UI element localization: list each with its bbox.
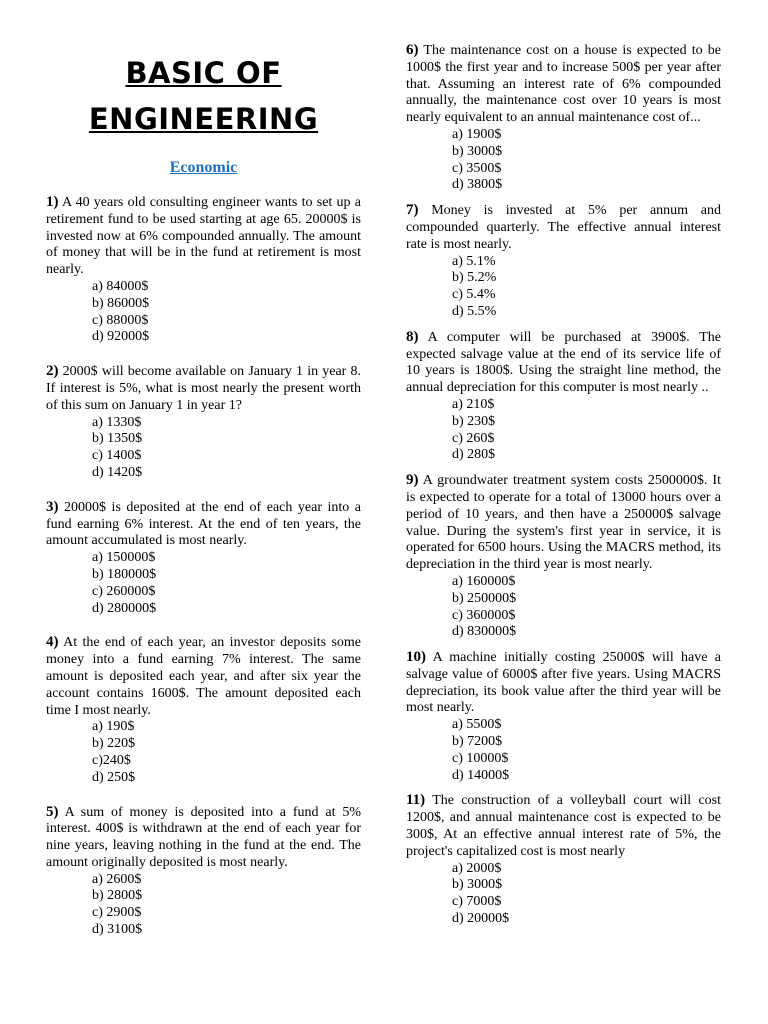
option: a) 1330$	[92, 414, 142, 430]
option: d) 14000$	[452, 767, 510, 783]
question-text: At the end of each year, an investor deposits some money into a fund earning 7% interest. The same amount is deposited each year, and after six year the account contains 1600$. The amount deposited each time I most nearly.	[46, 635, 361, 718]
option: a) 190$	[92, 719, 135, 735]
option: c) 5.4%	[452, 287, 496, 303]
question-text: 2000$ will become available on January 1 in year 8. If interest is 5%, what is most nearly the present worth of this sum on January 1 in year 1?	[46, 364, 362, 413]
question-5	[46, 804, 361, 872]
option: d) 92000$	[92, 329, 150, 345]
question-number: 5)	[46, 803, 59, 820]
question-text: Money is invested at 5% per annum and compounded quarterly. The effective annual interest rate is most nearly.	[406, 203, 721, 252]
option: c) 3500$	[452, 160, 502, 176]
option-list	[46, 872, 361, 939]
option: c) 7000$	[452, 894, 502, 910]
option-list	[406, 717, 721, 784]
question-9	[406, 472, 721, 574]
question-10	[406, 649, 721, 717]
question-number: 9)	[406, 472, 419, 489]
option-list	[406, 397, 721, 464]
option: c) 260000$	[92, 583, 156, 599]
question-number: 2)	[46, 363, 59, 380]
question-text: A groundwater treatment system costs 2500000$. It is expected to operate for a total of 13000 hours over a period of 10 years, and then have a 250000$ salvage value. During the system's first year in service, it is operated for 6500 hours. Using the MACRS method, its depreciation in the third year is most nearly.	[406, 473, 721, 573]
option-list	[406, 127, 721, 194]
option: a) 160000$	[452, 573, 516, 589]
option: c) 88000$	[92, 312, 149, 328]
option: b) 2800$	[92, 888, 143, 904]
page-title-line1: BASIC OF	[125, 56, 282, 90]
option: a) 84000$	[92, 278, 149, 294]
question-2	[46, 363, 361, 414]
question-text: The maintenance cost on a house is expected to be 1000$ the first year and to increase 500$ per year after that. Assuming an interest rate of 6% compounded annually, the maintenance cost over 10 years is most nearly equivalent to an annual maintenance cost of...	[406, 43, 722, 126]
option-list	[46, 719, 361, 786]
option: d) 280000$	[92, 600, 157, 616]
option: a) 5500$	[452, 717, 502, 733]
option: b) 1350$	[92, 431, 143, 447]
option: a) 150000$	[92, 550, 156, 566]
question-number: 11)	[406, 792, 426, 809]
question-number: 6)	[406, 42, 419, 58]
option: c) 1400$	[92, 448, 142, 464]
option: d) 5.5%	[452, 303, 497, 319]
option: a) 2600$	[92, 871, 142, 887]
question-text: A 40 years old consulting engineer wants to set up a retirement fund to be used starting at age 65. 20000$ is invested now at 6% compounded annually. The amount of money that will be in the fund at retirement is most nearly.	[46, 195, 362, 278]
option: d) 830000$	[452, 624, 517, 640]
question-number: 8)	[406, 328, 419, 345]
option: c) 260$	[452, 430, 495, 446]
option: d) 3800$	[452, 177, 503, 193]
option-list	[46, 279, 361, 346]
question-text: A sum of money is deposited into a fund at 5% interest. 400$ is withdrawn at the end of each year for nine years, leaving nothing in the fund at the end. The amount originally deposited is most nearly.	[46, 804, 362, 870]
question-number: 7)	[406, 202, 419, 219]
option: b) 3000$	[452, 143, 503, 159]
question-text: The construction of a volleyball court will cost 1200$, and annual maintenance cost is expected to be 300$, At an effective annual interest rate of 5%, the project's capitalized cost is most nearly	[406, 793, 721, 859]
option: d) 3100$	[92, 922, 143, 938]
option: b) 86000$	[92, 295, 150, 311]
page-title-line2: ENGINEERING	[88, 102, 319, 136]
option: b) 220$	[92, 736, 136, 752]
option: b) 3000$	[452, 877, 503, 893]
option: d) 250$	[92, 769, 136, 785]
option: a) 5.1%	[452, 253, 496, 269]
option: a) 1900$	[452, 126, 502, 142]
option: d) 20000$	[452, 911, 510, 927]
question-3	[46, 499, 361, 550]
question-6	[406, 42, 721, 127]
option: a) 2000$	[452, 860, 502, 876]
option: c) 2900$	[92, 905, 142, 921]
option: b) 7200$	[452, 734, 503, 750]
question-number: 3)	[46, 498, 59, 515]
question-1	[46, 194, 361, 279]
question-text: 20000$ is deposited at the end of each year into a fund earning 6% interest. At the end of ten years, the amount accumulated is most nearly.	[46, 499, 362, 549]
question-8	[406, 329, 721, 397]
option-list	[46, 550, 361, 617]
option: b) 180000$	[92, 566, 157, 582]
question-11	[406, 792, 721, 860]
option: c) 360000$	[452, 607, 516, 623]
option: b) 230$	[452, 413, 496, 429]
option-list	[406, 574, 721, 641]
option: d) 1420$	[92, 464, 143, 480]
question-number: 10)	[406, 649, 426, 666]
question-7	[406, 202, 721, 253]
question-4	[46, 634, 361, 719]
option: b) 5.2%	[452, 270, 497, 286]
option-list	[406, 254, 721, 321]
option-list	[46, 415, 361, 482]
option-list	[406, 861, 721, 928]
option: b) 250000$	[452, 590, 517, 606]
question-text: A machine initially costing 25000$ will have a salvage value of 6000$ after five years. Using MACRS depreciation, its book value after the third year will be most nearly.	[406, 650, 721, 716]
question-text: A computer will be purchased at 3900$. The expected salvage value at the end of its service life of 10 years is 1800$. Using the straight line method, the annual depreciation for this computer is most nearly ..	[406, 329, 721, 396]
section-subtitle: Economic	[169, 159, 238, 176]
right-column	[406, 42, 721, 928]
option: c) 10000$	[452, 750, 509, 766]
question-number: 1)	[46, 194, 59, 210]
question-number: 4)	[46, 634, 59, 651]
option: c)240$	[92, 752, 131, 768]
option: a) 210$	[452, 396, 495, 412]
option: d) 280$	[452, 447, 496, 463]
left-column	[46, 0, 361, 939]
